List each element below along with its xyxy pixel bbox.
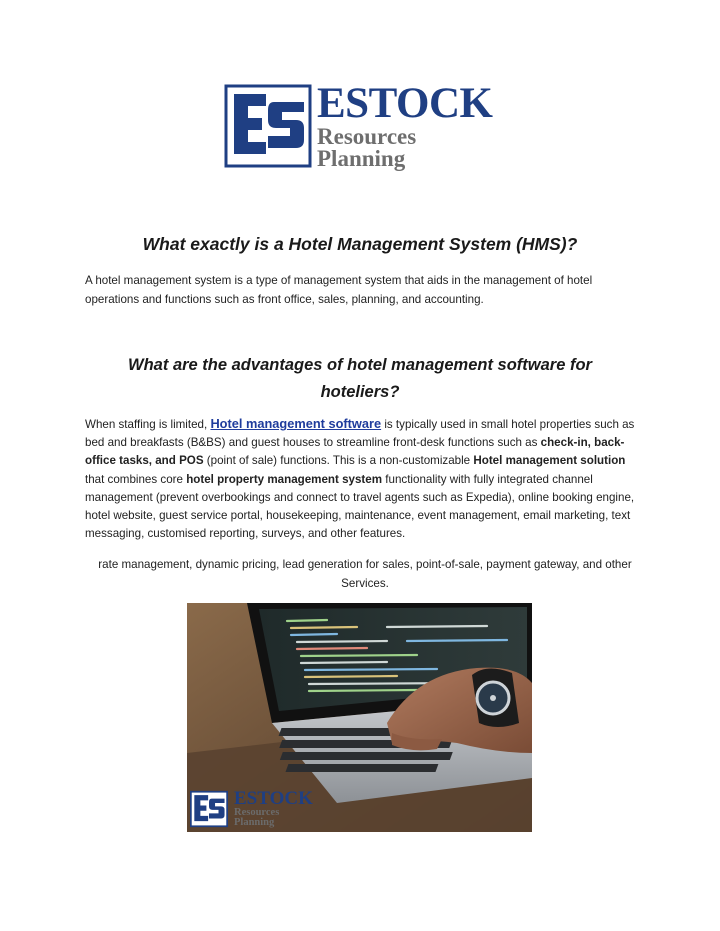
para2-bold-2: Hotel management solution (473, 454, 626, 468)
photo-es-logo-mark-icon (190, 790, 228, 828)
para2-bold-1: check-in, back-office tasks, and POS (85, 436, 625, 468)
para2-text-2: is typically used in small hotel properties such as bed and breakfasts (B&BS) and guest houses to streamline front-desk functions such as (85, 418, 635, 450)
heading-advantages: What are the advantages of hotel management software for hoteliers? (128, 356, 592, 401)
logo-word-planning: Planning (317, 146, 406, 171)
para2-text-3: (point of sale) functions. This is a non-customizable (203, 454, 474, 468)
paragraph-hms-definition: A hotel management system is a type of management system that aids in the management of hotel operations and functions such as front office, sales, planning, and accounting. (85, 274, 593, 306)
para2-text-1: When staffing is limited, (85, 418, 211, 431)
company-logo (224, 80, 504, 176)
logo-word-estock: ESTOCK (317, 80, 493, 127)
para2-text-5: functionality with fully integrated channel management (prevent overbookings and connect to travel agents such as Expedia), online booking engine, hotel website, guest service portal, housekeeping, maintenance, event management, email marketing, text messaging, customised reporting, surveys, and other features. (85, 472, 635, 541)
es-logo-mark-icon (224, 84, 312, 168)
para2-bold-3: hotel property management system (186, 472, 383, 486)
heading-what-is-hms: What exactly is a Hotel Management System (HMS)? (142, 234, 578, 254)
photo-logo-word-resources: Resources (234, 807, 280, 818)
paragraph-features-continued: rate management, dynamic pricing, lead generation for sales, point-of-sale, payment gateway, and other Services. (98, 558, 632, 590)
para2-text-4: that combines core (85, 472, 187, 486)
logo-word-resources: Resources (317, 124, 417, 149)
photo-logo-word-planning: Planning (234, 816, 275, 828)
photo-watermark-logo (190, 790, 330, 832)
photo-logo-word-estock: ESTOCK (234, 788, 313, 809)
laptop-typing-photo (187, 603, 532, 832)
paragraph-advantages (85, 415, 645, 543)
hotel-management-software-link[interactable]: Hotel management software (210, 416, 382, 431)
